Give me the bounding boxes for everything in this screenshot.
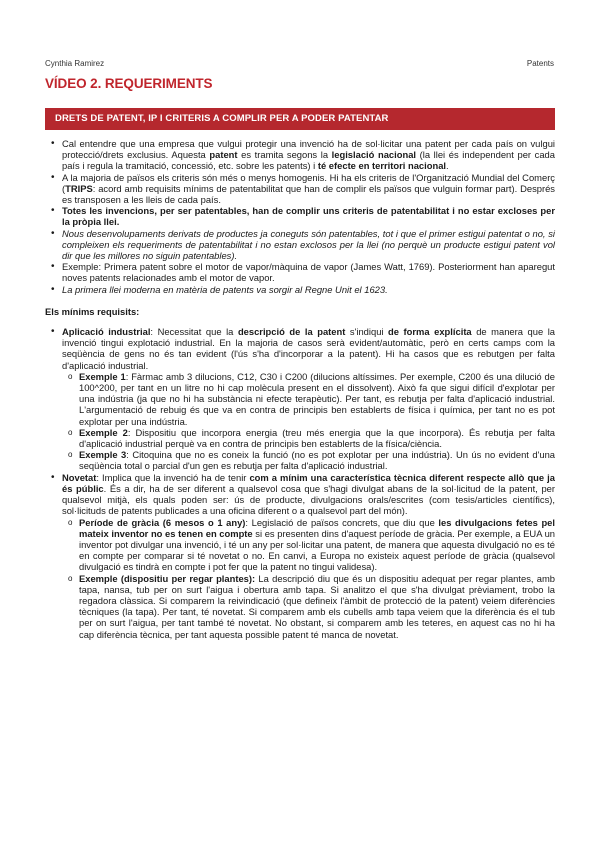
list-item [45, 284, 555, 295]
section-banner: DRETS DE PATENT, IP I CRITERIS A COMPLIR PER A PODER PATENTAR [45, 108, 555, 130]
text: . [446, 160, 449, 172]
list-item [45, 138, 555, 172]
bold-text: Exemple 2 [79, 426, 128, 438]
text: si es presenten dins d'aquest període de gràcia. Per exemple, a EUA un inventor pot divulgar una invenció, i té un any per sol·licitar una patent, de manera que aquesta divulgació no es té en compte per comparar si té novetat o no. En canvi, a Europa no existeix aquest període de gràcia (qualsevol divulgació es tindrà en compte i pot fer que la patent no tingui validesa). [79, 527, 555, 573]
bold-text: Exemple (dispositiu per regar plantes): [79, 572, 256, 584]
list-item [45, 228, 555, 262]
bold-text: Totes les invencions, per ser patentables, han de complir uns criteris de patentabilitat i no estar excloses per la pròpia llei. [62, 205, 555, 228]
text: : Citoquina que no es coneix la funció (no es pot explotar per una indústria). Un ús no evident d'una seqüència total o parcial d'un gen es rebutja per falta d'aplicació industrial. [79, 449, 556, 472]
text: : Necessitat que la [150, 326, 238, 338]
text: : Legislació de països concrets, que diu que [245, 516, 439, 528]
bold-text: de forma explícita [388, 326, 472, 338]
document-body [45, 138, 555, 640]
sub-list-item [62, 427, 555, 449]
text: La descripció diu que és un dispositiu adequat per regar plantes, amb tapa, nansa, tub per on surt l'aigua i obertura amb tapa. Si analitzo el que s'ha divulgat prèviament, trobo la regadora clàssica. Si comparem la reivindicació (que defineix l'àmbit de protecció de la patent) veiem diferències tècniques (la tapa). Per tant, té novetat. Si comparem amb els cubells amb tapa veiem que la diferència és el tub per on surt l'aigua, per tant també té novetat. No obstant, si comparem amb les teteres, en aquest cas no hi ha cap diferència tècnica, per tant aquesta possible patent té manca de novetat. [79, 572, 556, 640]
sub-list-item [62, 449, 555, 471]
bold-text: les divulgacions fetes pel mateix inventor no es tenen en compte [79, 516, 555, 539]
list-item [45, 326, 555, 472]
italic-text: La primera llei moderna en matèria de patents va sorgir al Regne Unit el 1623. [62, 283, 388, 295]
bold-text: Exemple 3 [79, 449, 127, 461]
text: (la llei és independent per cada país i regula la tramitació, concessió, etc. sobre les patents) i [62, 149, 555, 172]
text: : Fàrmac amb 3 dilucions, C12, C30 i C200 (dilucions altíssimes. Per exemple, C200 és una dilució de 100^200, per tant en un litre no hi cap molècula present en el dissolvent). Això fa que sigui difícil d'explotar per una indústria (ja que no hi ha substància ni efecte terapèutic). Per tant, es rebutja per falta d'aplicació industrial. L'argumentació de rebuig és que va en contra de principis ben establerts de física i química, per tant no es pot explotar per una indústria. [79, 370, 555, 427]
sub-list [62, 517, 555, 640]
bold-text: descripció de la patent [237, 326, 346, 338]
sub-list-item [62, 573, 555, 640]
text: Cal entendre que una empresa que vulgui protegir una invenció ha de sol·licitar una patent per cada país on vulgui protecció/drets exclusius. Aquesta [62, 138, 555, 161]
bold-text: té efecte en territori nacional [317, 160, 447, 172]
text: : Implica que la invenció ha de tenir [96, 471, 250, 483]
text: A la majoria de països els criteris són més o menys homogenis. Hi ha els criteris de l'Organització Mundial del Comerç ( [62, 171, 555, 194]
requirements-list [45, 326, 555, 640]
intro-list [45, 138, 555, 295]
section-heading: Els mínims requisits: [45, 305, 140, 317]
bold-text: legislació nacional [331, 149, 417, 161]
bold-text: Període de gràcia (6 mesos o 1 any) [79, 516, 246, 528]
text: Exemple: Primera patent sobre el motor de vapor/màquina de vapor (James Watt, 1769). Posteriorment han aparegut noves patents relacionades amb el motor de vapor. [62, 261, 555, 284]
header-subject: Patents [526, 59, 554, 68]
header-author: Cynthia Ramirez [45, 59, 105, 68]
list-item [45, 261, 555, 283]
bold-text: Aplicació industrial [62, 326, 151, 338]
list-item [45, 472, 555, 640]
bold-text: TRIPS [65, 182, 93, 194]
text: : acord amb requisits mínims de patentabilitat que han de complir els països que vulguin formar part). Després es transposen a les lleis de cada país. [62, 182, 555, 206]
text: . És a dir, ha de ser diferent a qualsevol cosa que s'hagi divulgat abans de la sol·licitud de la patent, per qualsevol mitjà, els quals poden ser: ús de producte, divulgacions orals/escrites (com tesis/articles científics), sol·licituds de patents publicades a una oficina diferent o a qualsevol part del món). [62, 482, 556, 517]
bold-text: Novetat [62, 471, 97, 483]
sub-list-item [62, 371, 555, 427]
sub-list-item [62, 517, 555, 573]
sub-list [62, 371, 555, 472]
list-item [45, 172, 555, 206]
page-title: VÍDEO 2. REQUERIMENTS [45, 76, 213, 91]
bold-text: com a mínim una característica tècnica diferent respecte allò que ja és públic [62, 471, 555, 494]
text: : Dispositiu que incorpora energia (treu més energia que la que incorpora). És rebutja per falta d'aplicació industrial perquè va en contra de principis ben establerts de la física/ciència. [79, 426, 555, 450]
list-item [45, 205, 555, 227]
italic-text: Nous desenvolupaments derivats de productes ja coneguts són patentables, tot i que el primer estigui patentat o no, si compleixen els requeriments de patentabilitat i no estan exclosos per la llei (no perquè un producte estigui patent vol dir que les millores no siguin patentables). [62, 227, 555, 262]
bold-text: patent [209, 149, 238, 161]
text: es tramita segons la [237, 149, 332, 161]
bold-text: Exemple 1 [79, 370, 126, 382]
text: de manera que la invenció tingui explotació industrial. En la majoria de casos serà evident/automàtic, però en certs camps com la seqüència de gens no és tan evident (l'ús s'ha d'incorporar a la patent). Hi ha casos que es rebutgen per falta d'aplicació industrial. [62, 326, 556, 371]
text: s'indiqui [345, 326, 389, 338]
